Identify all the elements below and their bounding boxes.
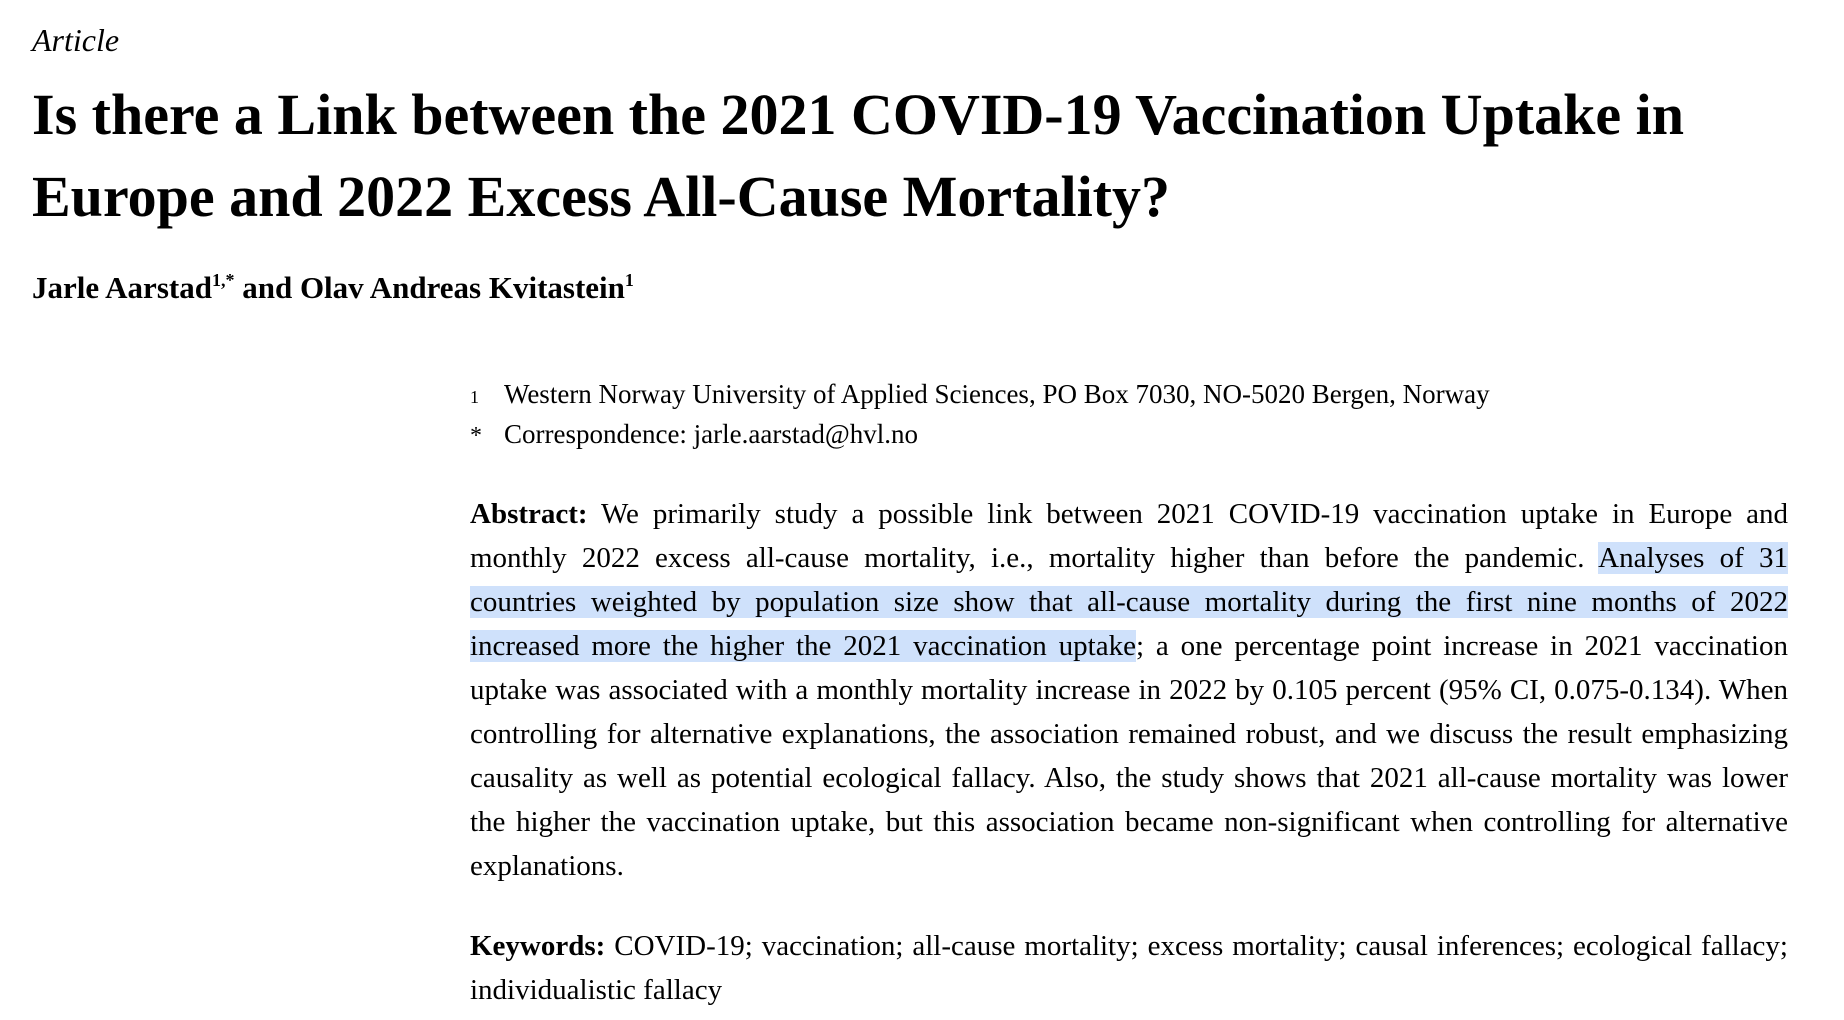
- author-1-affiliation-mark: 1,*: [211, 270, 235, 290]
- abstract-paragraph: [470, 492, 1788, 888]
- article-type-label: Article: [32, 22, 120, 58]
- paper-title: Is there a Link between the 2021 COVID-19 Vaccination Uptake in Europe and 2022 Excess All-Cause Mortality?: [32, 82, 1685, 229]
- affiliation-mark: 1: [470, 387, 479, 407]
- affiliations-block: [470, 376, 1490, 455]
- keywords-paragraph: [470, 924, 1788, 1012]
- abstract-text-intro: We primarily study a possible link between 2021 COVID-19 vaccination uptake in Europe and monthly 2022 excess all-cause mortality, i.e., mortality higher than before the pandemic.: [470, 498, 1788, 574]
- affiliation-line: [470, 376, 1490, 416]
- keywords-label: Keywords:: [470, 930, 606, 962]
- author-name-1: Jarle Aarstad: [32, 270, 212, 305]
- author-connector: and: [234, 270, 300, 305]
- correspondence-text: Correspondence: jarle.aarstad@hvl.no: [504, 419, 918, 449]
- abstract-highlighted-selection[interactable]: Analyses of 31 countries weighted by population size show that all-cause mortality during the first nine months of 2022 increased more the higher the 2021 vaccination uptake: [470, 542, 1788, 662]
- abstract-text-rest: ; a one percentage point increase in 2021 vaccination uptake was associated with a monthly mortality increase in 2022 by 0.105 percent (95% CI, 0.075-0.134). When controlling for alternative explanations, the association remained robust, and we discuss the result emphasizing causality as well as potential ecological fallacy. Also, the study shows that 2021 all-cause mortality was lower the higher the vaccination uptake, but this association became non-significant when controlling for alternative explanations.: [470, 630, 1788, 882]
- keywords-text: COVID-19; vaccination; all-cause mortality; excess mortality; causal inferences; ecological fallacy; individualistic fallacy: [470, 930, 1788, 1006]
- correspondence-line: [470, 416, 1490, 455]
- author-2-affiliation-mark: 1: [624, 270, 634, 290]
- affiliation-text: Western Norway University of Applied Sciences, PO Box 7030, NO-5020 Bergen, Norway: [504, 379, 1490, 409]
- author-line: [32, 270, 634, 306]
- author-name-2: Olav Andreas Kvitastein: [299, 270, 625, 305]
- correspondence-mark: *: [470, 423, 482, 449]
- abstract-label: Abstract:: [470, 498, 588, 530]
